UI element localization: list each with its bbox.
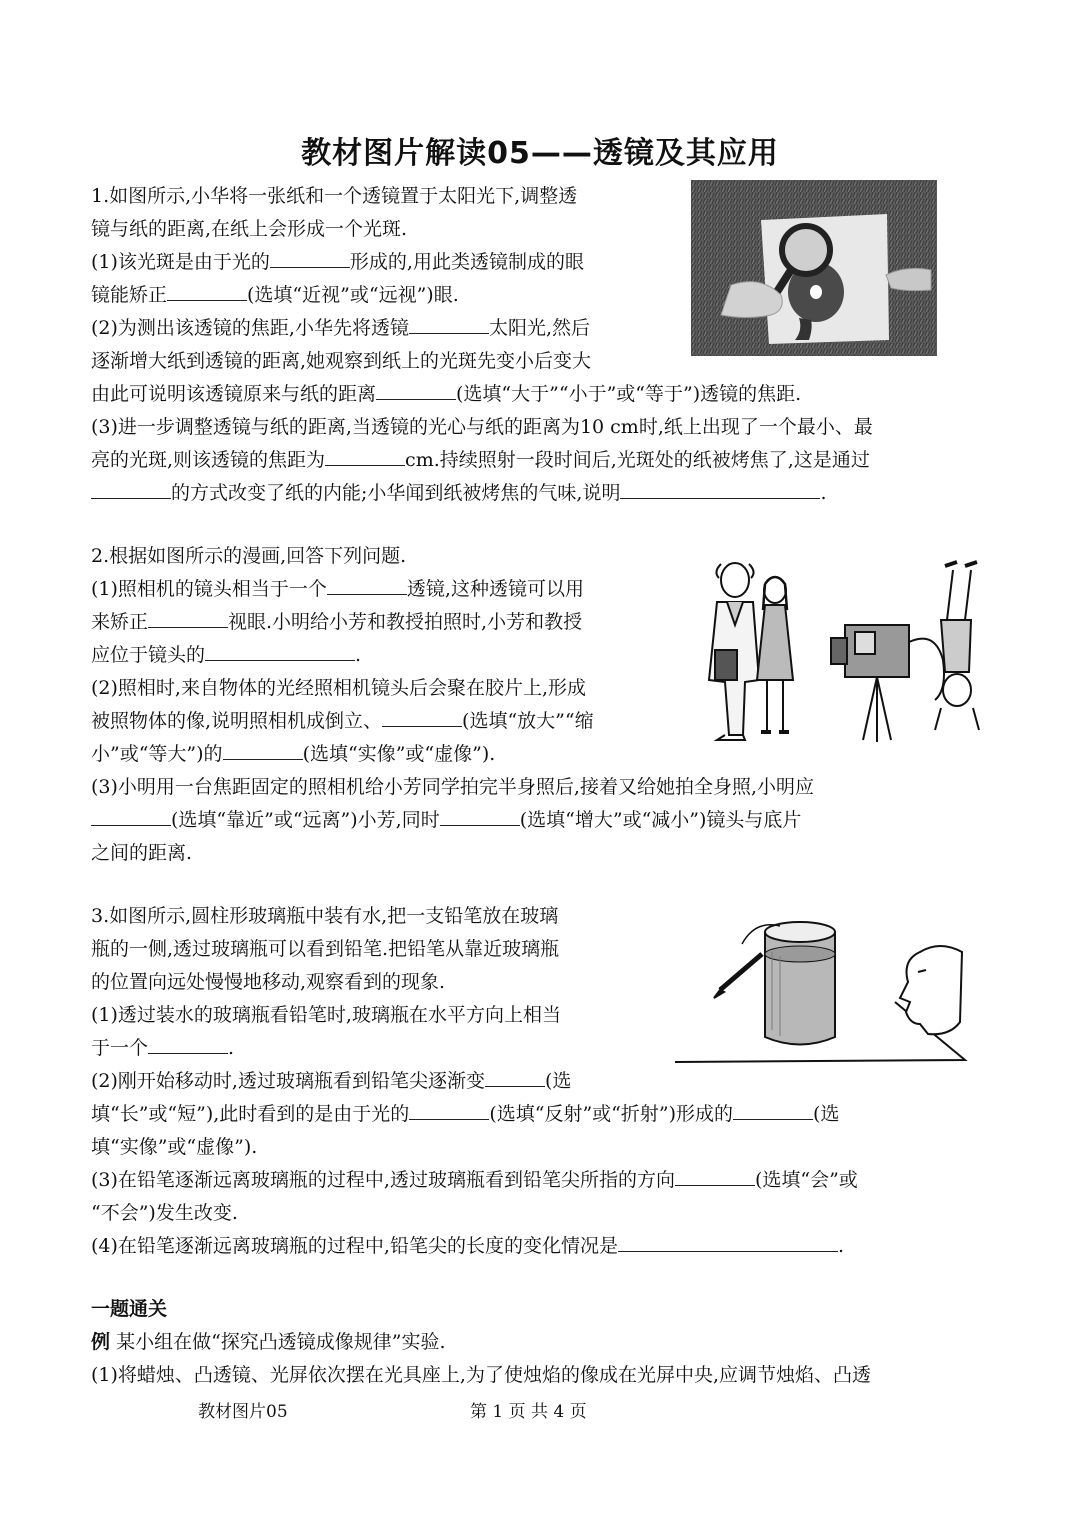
section-heading: 一题通关 <box>91 1298 168 1320</box>
answer-blank[interactable] <box>325 445 405 466</box>
answer-blank[interactable] <box>675 1165 755 1186</box>
q2-line-6: 被照物体的像,说明照相机成倒立、 (选填“放大”“缩 <box>91 705 594 738</box>
q3-line-6: (2)刚开始移动时,透过玻璃瓶看到铅笔尖逐渐变 (选 <box>91 1065 571 1098</box>
answer-blank[interactable] <box>148 607 228 628</box>
q1-line-9: 亮的光斑,则该透镜的焦距为 cm.持续照射一段时间后,光斑处的纸被烤焦了,这是通过 <box>91 444 870 477</box>
q3-line-1: 3.如图所示,圆柱形玻璃瓶中装有水,把一支铅笔放在玻璃 <box>91 905 559 927</box>
q2-line-7: 小”或“等大”)的 (选填“实像”或“虚像”). <box>91 738 495 771</box>
answer-blank[interactable] <box>376 379 456 400</box>
answer-blank[interactable] <box>327 574 407 595</box>
answer-blank[interactable] <box>620 478 820 499</box>
q2-line-9: (选填“靠近”或“远离”)小芳,同时 (选填“增大”或“减小”)镜头与底片 <box>91 804 801 837</box>
q2-line-1: 2.根据如图所示的漫画,回答下列问题. <box>91 545 407 567</box>
q3-line-5: 于一个 . <box>91 1032 234 1065</box>
footer-page-number: 第 1 页 共 4 页 <box>470 1402 587 1422</box>
q1-line-7: 由此可说明该透镜原来与纸的距离 (选填“大于”“小于”或“等于”)透镜的焦距. <box>91 378 801 411</box>
page-title: 教材图片解读05——透镜及其应用 <box>301 136 779 171</box>
answer-blank[interactable] <box>409 313 489 334</box>
answer-blank[interactable] <box>223 739 303 760</box>
answer-blank[interactable] <box>440 805 520 826</box>
answer-blank[interactable] <box>733 1099 813 1120</box>
q2-line-8: (3)小明用一台焦距固定的照相机给小芳同学拍完半身照后,接着又给她拍全身照,小明应 <box>91 776 814 798</box>
answer-blank[interactable] <box>409 1099 489 1120</box>
q2-line-10: 之间的距离. <box>91 842 193 864</box>
q1-line-1: 1.如图所示,小华将一张纸和一个透镜置于太阳光下,调整透 <box>91 185 578 207</box>
example-line: 例 某小组在做“探究凸透镜成像规律”实验. <box>91 1331 446 1353</box>
answer-blank[interactable] <box>148 1033 228 1054</box>
q3-line-4: (1)透过装水的玻璃瓶看铅笔时,玻璃瓶在水平方向上相当 <box>91 1004 561 1026</box>
footer-doc-name: 教材图片05 <box>198 1402 288 1422</box>
answer-blank[interactable] <box>205 640 355 661</box>
camera-cartoon-figure <box>695 550 995 750</box>
answer-blank[interactable] <box>485 1066 545 1087</box>
q3-line-3: 的位置向远处慢慢地移动,观察看到的现象. <box>91 971 446 993</box>
q3-line-10: “不会”)发生改变. <box>91 1202 238 1224</box>
water-bottle-pencil-figure <box>670 912 970 1067</box>
q1-line-10: 的方式改变了纸的内能;小华闻到纸被烤焦的气味,说明 . <box>91 477 827 510</box>
q3-line-7: 填“长”或“短”),此时看到的是由于光的 (选填“反射”或“折射”)形成的 (选 <box>91 1098 839 1131</box>
answer-blank[interactable] <box>167 280 247 301</box>
magnifier-sunlight-photo <box>691 180 937 356</box>
q1-line-5: (2)为测出该透镜的焦距,小华先将透镜 太阳光,然后 <box>91 312 590 345</box>
q2-line-3: 来矫正 视眼.小明给小芳和教授拍照时,小芳和教授 <box>91 606 582 639</box>
q1-line-4: 镜能矫正 (选填“近视”或“远视”)眼. <box>91 279 459 312</box>
answer-blank[interactable] <box>91 805 171 826</box>
answer-blank[interactable] <box>618 1231 838 1252</box>
q2-line-4: 应位于镜头的 . <box>91 639 361 672</box>
q2-line-5: (2)照相时,来自物体的光经照相机镜头后会聚在胶片上,形成 <box>91 677 586 699</box>
q1-line-6: 逐渐增大纸到透镜的距离,她观察到纸上的光斑先变小后变大 <box>91 350 592 372</box>
q3-line-11: (4)在铅笔逐渐远离玻璃瓶的过程中,铅笔尖的长度的变化情况是 . <box>91 1230 844 1263</box>
answer-blank[interactable] <box>91 478 171 499</box>
q1-line-3: (1)该光斑是由于光的 形成的,用此类透镜制成的眼 <box>91 246 584 279</box>
q3-line-2: 瓶的一侧,透过玻璃瓶可以看到铅笔.把铅笔从靠近玻璃瓶 <box>91 938 560 960</box>
q3-line-9: (3)在铅笔逐渐远离玻璃瓶的过程中,透过玻璃瓶看到铅笔尖所指的方向 (选填“会”或 <box>91 1164 858 1197</box>
q1-line-8: (3)进一步调整透镜与纸的距离,当透镜的光心与纸的距离为10 cm时,纸上出现了一个最小、最 <box>91 416 873 438</box>
q3-line-8: 填“实像”或“虚像”). <box>91 1136 258 1158</box>
q2-line-2: (1)照相机的镜头相当于一个 透镜,这种透镜可以用 <box>91 573 584 606</box>
example-question-1: (1)将蜡烛、凸透镜、光屏依次摆在光具座上,为了使烛焰的像成在光屏中央,应调节烛焰、凸透 <box>91 1364 871 1386</box>
answer-blank[interactable] <box>382 706 462 727</box>
q1-line-2: 镜与纸的距离,在纸上会形成一个光斑. <box>91 218 408 240</box>
answer-blank[interactable] <box>270 247 350 268</box>
